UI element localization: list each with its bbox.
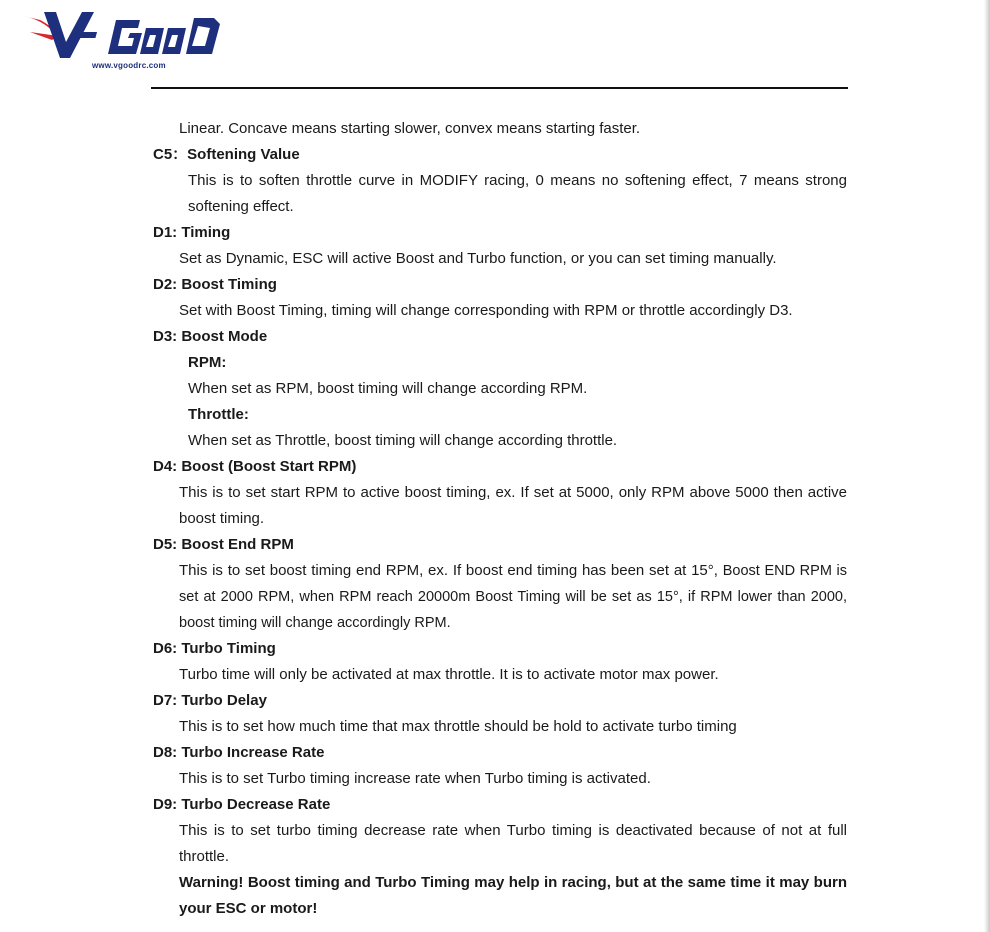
d1-description: Set as Dynamic, ESC will active Boost and Turbo function, or you can set timing manually. [179, 250, 777, 267]
d4-description: This is to set start RPM to active boost timing, ex. If set at 5000, only RPM above 5000 then active boost timing. [179, 484, 847, 527]
d3-rpm-label: RPM: [188, 354, 227, 371]
d2-description: Set with Boost Timing, timing will change corresponding with RPM or throttle accordingly D3. [179, 302, 793, 319]
d3-rpm-description: When set as RPM, boost timing will change according RPM. [188, 380, 588, 397]
d4-heading: D4: Boost (Boost Start RPM) [153, 458, 357, 475]
d3-heading: D3: Boost Mode [153, 328, 268, 345]
d3-throttle-label: Throttle: [188, 406, 249, 423]
d6-description: Turbo time will only be activated at max throttle. It is to activate motor max power. [179, 666, 719, 683]
warning-note: Warning! Boost timing and Turbo Timing may help in racing, but at the same time it may burn your ESC or motor! [179, 874, 847, 917]
d8-description: This is to set Turbo timing increase rate when Turbo timing is activated. [179, 770, 651, 787]
logo-url: www.vgoodrc.com [92, 61, 166, 70]
d2-heading: D2: Boost Timing [153, 276, 277, 293]
header-rule [151, 87, 848, 89]
d7-description: This is to set how much time that max throttle should be hold to activate turbo timing [179, 718, 737, 735]
d1-heading: D1: Timing [153, 224, 231, 241]
d5-heading: D5: Boost End RPM [153, 536, 294, 553]
d5-description [153, 558, 847, 636]
d9-heading: D9: Turbo Decrease Rate [153, 796, 331, 813]
c4-continuation: Linear. Concave means starting slower, convex means starting faster. [179, 120, 641, 137]
d8-heading: D8: Turbo Increase Rate [153, 744, 325, 761]
d3-throttle-description: When set as Throttle, boost timing will change according throttle. [188, 432, 618, 449]
document-body [153, 116, 847, 922]
brand-logo [22, 6, 222, 70]
d5-description-part-a: This is to set boost timing end RPM, ex. If boost end timing has been set at 15°, [179, 562, 718, 579]
page-edge-shadow [984, 0, 990, 932]
c5-description: This is to soften throttle curve in MODIFY racing, 0 means no softening effect, 7 means strong softening effect. [188, 172, 847, 215]
d7-heading: D7: Turbo Delay [153, 692, 267, 709]
d6-heading: D6: Turbo Timing [153, 640, 276, 657]
c5-heading: C5：Softening Value [153, 146, 300, 163]
d5-description-part-b: Boost END RPM is set at 2000 RPM, when RPM reach 20000m Boost Timing will be set as 15°, if RPM lower than 2000, boost timing will change accordingly RPM. [179, 563, 848, 631]
d9-description: This is to set turbo timing decrease rate when Turbo timing is deactivated because of not at full throttle. [179, 822, 847, 865]
